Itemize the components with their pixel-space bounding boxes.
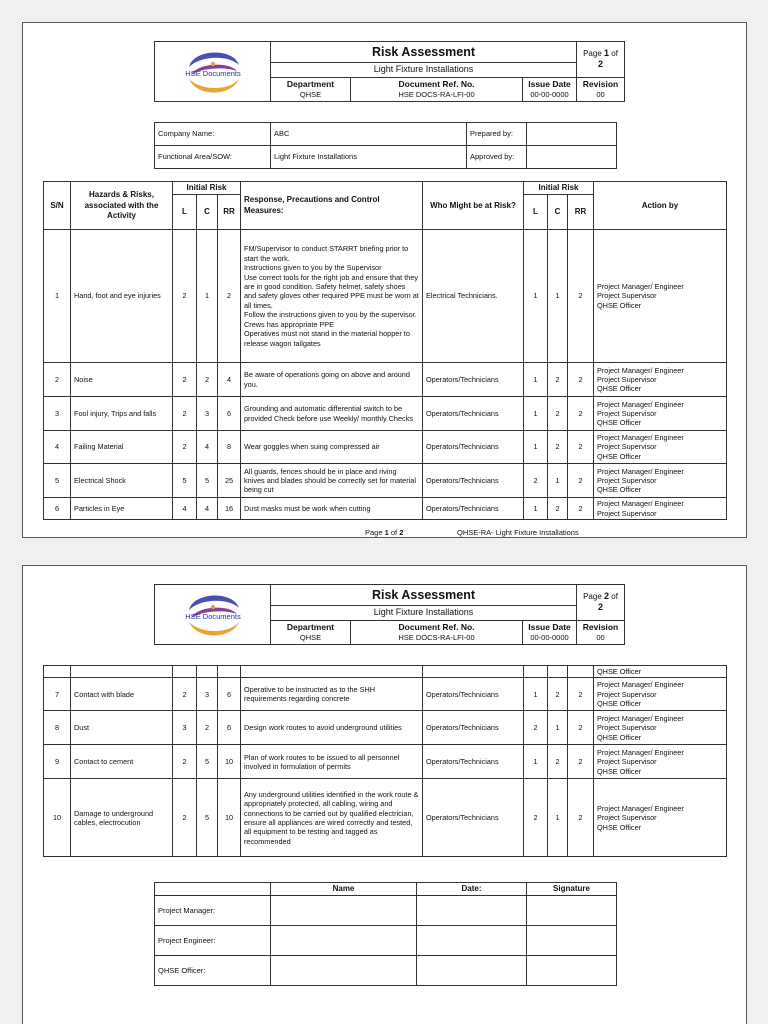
signoff-role: Project Engineer: xyxy=(155,926,271,956)
signoff-name-cell xyxy=(271,956,417,986)
row-initial-l: 3 xyxy=(173,711,197,745)
row-action-line: Project Supervisor xyxy=(597,475,657,485)
row-residual-rr: 2 xyxy=(568,678,594,711)
signoff-name-cell xyxy=(271,896,417,926)
svg-text:HSE Documents: HSE Documents xyxy=(184,69,241,79)
row-action xyxy=(594,779,727,857)
col-initial-risk: Initial Risk xyxy=(173,182,241,195)
col-rr-residual: RR xyxy=(568,195,594,230)
company-label: Company Name: xyxy=(155,123,271,146)
row-action-line: QHSE Officer xyxy=(597,300,642,310)
row-action xyxy=(594,464,727,498)
row-action-line: QHSE Officer xyxy=(597,766,642,776)
col-action: Action by xyxy=(594,182,727,230)
row-residual-l: 1 xyxy=(524,431,548,464)
row-initial-rr: 6 xyxy=(218,711,241,745)
row-sn: 6 xyxy=(44,498,71,520)
docref-cell: Document Ref. No. HSE DOCS-RA-LFI-00 xyxy=(351,77,523,101)
signoff-signature-header: Signature xyxy=(527,883,617,896)
row-residual-c: 2 xyxy=(548,678,568,711)
row-who: Operators/Technicians xyxy=(423,678,524,711)
issue-date-cell: Issue Date 00-00-0000 xyxy=(523,620,577,644)
signoff-table xyxy=(154,882,617,986)
table-row xyxy=(44,464,727,498)
table-row xyxy=(44,431,727,464)
row-who: Operators/Technicians xyxy=(423,498,524,520)
logo-cell xyxy=(155,42,271,102)
row-residual-c: 2 xyxy=(548,397,568,431)
row-residual-l: 1 xyxy=(524,397,548,431)
row-initial-c: 2 xyxy=(197,363,218,397)
prepared-value xyxy=(527,123,617,146)
row-action-line: QHSE Officer xyxy=(597,485,642,495)
row-action-line: Project Manager/ Engineer xyxy=(597,399,684,409)
page-indicator: Page 2 of 2 xyxy=(577,585,625,621)
col-c: C xyxy=(197,195,218,230)
doc-subtitle: Light Fixture Installations xyxy=(271,606,577,621)
signoff-rows xyxy=(155,896,617,986)
risk-rows-page2 xyxy=(44,678,727,857)
row-action xyxy=(594,431,727,464)
row-sn: 3 xyxy=(44,397,71,431)
issue-date-cell: Issue Date 00-00-0000 xyxy=(523,77,577,101)
risk-table-page1 xyxy=(43,181,727,520)
row-action xyxy=(594,745,727,779)
col-who: Who Might be at Risk? xyxy=(423,182,524,230)
row-residual-l: 2 xyxy=(524,779,548,857)
carry-over-row xyxy=(44,666,727,678)
row-residual-rr: 2 xyxy=(568,711,594,745)
row-action-line: Project Manager/ Engineer xyxy=(597,466,684,476)
row-action-line: Project Supervisor xyxy=(597,689,657,699)
row-measures xyxy=(241,397,423,431)
table-row xyxy=(44,711,727,745)
row-sn: 10 xyxy=(44,779,71,857)
signoff-role: QHSE Officer: xyxy=(155,956,271,986)
signoff-role: Project Manager: xyxy=(155,896,271,926)
col-measures: Response, Precautions and Control Measures: xyxy=(241,182,423,230)
table-row xyxy=(44,678,727,711)
document-page-2 xyxy=(22,565,747,1024)
row-action-line: QHSE Officer xyxy=(597,384,642,394)
row-initial-c: 2 xyxy=(197,711,218,745)
row-action-line: Project Manager/ Engineer xyxy=(597,499,684,509)
row-action-line: Project Manager/ Engineer xyxy=(597,365,684,375)
col-c-residual: C xyxy=(548,195,568,230)
row-hazard: Damage to underground cables, electrocution xyxy=(71,779,173,857)
row-action-line: Project Supervisor xyxy=(597,508,657,518)
row-measures-line: Wear goggles when suing compressed air xyxy=(244,442,380,452)
row-hazard: Failing Material xyxy=(71,431,173,464)
approved-label: Approved by: xyxy=(467,146,527,169)
signoff-date-cell xyxy=(417,956,527,986)
signoff-signature-cell xyxy=(527,896,617,926)
row-action-line: Project Supervisor xyxy=(597,723,657,733)
signoff-date-cell xyxy=(417,896,527,926)
row-action xyxy=(594,230,727,363)
row-measures-line: Be aware of operations going on above and around you. xyxy=(244,370,410,389)
signoff-signature-cell xyxy=(527,956,617,986)
row-residual-rr: 2 xyxy=(568,397,594,431)
row-who: Operators/Technicians xyxy=(423,464,524,498)
row-measures-line: Plan of work routes to be issued to all personnel involved in formulation of permits xyxy=(244,752,400,771)
row-initial-l: 2 xyxy=(173,678,197,711)
docref-cell: Document Ref. No. HSE DOCS-RA-LFI-00 xyxy=(351,620,523,644)
doc-header xyxy=(154,41,625,102)
row-initial-l: 2 xyxy=(173,431,197,464)
row-measures xyxy=(241,711,423,745)
row-initial-c: 3 xyxy=(197,397,218,431)
row-measures-line: Operatives must not stand in the material hopper to release wagon tailgates xyxy=(244,329,410,348)
row-action-line: Project Manager/ Engineer xyxy=(597,747,684,757)
row-residual-rr: 2 xyxy=(568,431,594,464)
row-action-line: Project Manager/ Engineer xyxy=(597,680,684,690)
table-row xyxy=(44,745,727,779)
row-who: Operators/Technicians xyxy=(423,397,524,431)
row-who: Operators/Technicians xyxy=(423,745,524,779)
row-measures xyxy=(241,431,423,464)
department-cell: Department QHSE xyxy=(271,77,351,101)
row-initial-c: 5 xyxy=(197,464,218,498)
col-hazards: Hazards & Risks, associated with the Activity xyxy=(71,182,173,230)
row-action-line: Project Manager/ Engineer xyxy=(597,282,684,291)
row-residual-rr: 2 xyxy=(568,230,594,363)
row-initial-rr: 10 xyxy=(218,779,241,857)
table-row xyxy=(44,779,727,857)
row-hazard: Noise xyxy=(71,363,173,397)
carry-over-action: QHSE Officer xyxy=(594,666,727,678)
info-table xyxy=(154,122,617,169)
row-initial-rr: 4 xyxy=(218,363,241,397)
row-measures xyxy=(241,779,423,857)
row-initial-c: 3 xyxy=(197,678,218,711)
row-residual-rr: 2 xyxy=(568,745,594,779)
functional-value: Light Fixture Installations xyxy=(271,146,467,169)
company-value: ABC xyxy=(271,123,467,146)
row-initial-rr: 6 xyxy=(218,397,241,431)
row-initial-rr: 16 xyxy=(218,498,241,520)
row-hazard: Fool injury, Trips and falls xyxy=(71,397,173,431)
row-measures xyxy=(241,363,423,397)
row-residual-c: 2 xyxy=(548,498,568,520)
signoff-signature-cell xyxy=(527,926,617,956)
row-action-line: Project Supervisor xyxy=(597,291,657,301)
page-footer: Page 1 of 2 xyxy=(365,528,404,537)
table-row xyxy=(44,363,727,397)
row-sn: 5 xyxy=(44,464,71,498)
doc-subtitle: Light Fixture Installations xyxy=(271,63,577,78)
row-residual-c: 2 xyxy=(548,745,568,779)
row-hazard: Particles in Eye xyxy=(71,498,173,520)
signoff-blank-header xyxy=(155,883,271,896)
approved-value xyxy=(527,146,617,169)
row-who: Operators/Technicians xyxy=(423,431,524,464)
risk-rows-page1 xyxy=(44,230,727,520)
row-action-line: Project Supervisor xyxy=(597,813,657,823)
row-measures-line: FM/Supervisor to conduct STARRT briefing prior to start the work. xyxy=(244,244,409,263)
row-measures-line: All guards, fences should be in place and riving knives and blades should be correctly set for material being cut xyxy=(244,466,416,495)
row-action-line: QHSE Officer xyxy=(597,418,642,428)
row-measures-line: Grounding and automatic differential switch to be provided Check before use Weekly/ monthly Checks xyxy=(244,404,413,423)
row-measures xyxy=(241,498,423,520)
signoff-name-header: Name xyxy=(271,883,417,896)
row-measures xyxy=(241,230,423,363)
row-initial-rr: 10 xyxy=(218,745,241,779)
doc-title: Risk Assessment xyxy=(271,42,577,63)
signoff-date-cell xyxy=(417,926,527,956)
row-initial-l: 2 xyxy=(173,230,197,363)
row-action-line: Project Supervisor xyxy=(597,442,657,452)
row-action-line: Project Manager/ Engineer xyxy=(597,803,684,813)
row-measures-line: Follow the instructions given to you by the supervisor. xyxy=(244,310,417,320)
row-action xyxy=(594,678,727,711)
row-hazard: Dust xyxy=(71,711,173,745)
row-sn: 9 xyxy=(44,745,71,779)
row-initial-c: 5 xyxy=(197,745,218,779)
row-measures xyxy=(241,464,423,498)
row-measures-line: Instructions given to you by the Supervisor xyxy=(244,263,382,273)
row-action xyxy=(594,711,727,745)
row-residual-c: 1 xyxy=(548,464,568,498)
logo-cell xyxy=(155,585,271,645)
row-measures xyxy=(241,678,423,711)
row-residual-c: 1 xyxy=(548,711,568,745)
signoff-name-cell xyxy=(271,926,417,956)
row-hazard: Electrical Shock xyxy=(71,464,173,498)
row-initial-rr: 8 xyxy=(218,431,241,464)
row-measures-line: Any underground utilities identified in the work route & appropriately protected, all cabling, wiring and connections to be carried out by qualified electrician, ensure all appliances are wired correctly and tested, all equipment to be testing and tagged as recommended xyxy=(244,789,419,846)
row-residual-l: 1 xyxy=(524,230,548,363)
row-residual-l: 2 xyxy=(524,464,548,498)
row-who: Operators/Technicians xyxy=(423,711,524,745)
row-sn: 7 xyxy=(44,678,71,711)
row-action-line: Project Supervisor xyxy=(597,374,657,384)
row-measures-line: Use correct tools for the right job and ensure that they are in good condition. Safety helmet, safety shoes and safety gloves other required PPE must be worn at all times. xyxy=(244,272,419,310)
row-hazard: Contact with blade xyxy=(71,678,173,711)
row-measures-line: Crews has appropriate PPE xyxy=(244,319,335,329)
footer-doc-label: QHSE-RA- Light Fixture Installations xyxy=(457,528,579,537)
row-initial-rr: 6 xyxy=(218,678,241,711)
row-residual-rr: 2 xyxy=(568,498,594,520)
signoff-row xyxy=(155,926,617,956)
col-sn: S/N xyxy=(44,182,71,230)
row-residual-c: 2 xyxy=(548,431,568,464)
department-cell: Department QHSE xyxy=(271,620,351,644)
row-sn: 1 xyxy=(44,230,71,363)
row-sn: 2 xyxy=(44,363,71,397)
row-initial-l: 2 xyxy=(173,745,197,779)
row-residual-rr: 2 xyxy=(568,779,594,857)
revision-cell: Revision 00 xyxy=(577,620,625,644)
row-measures-line: Dust masks must be work when cutting xyxy=(244,503,371,513)
row-initial-c: 4 xyxy=(197,431,218,464)
row-initial-l: 2 xyxy=(173,363,197,397)
row-action-line: QHSE Officer xyxy=(597,732,642,742)
row-residual-rr: 2 xyxy=(568,363,594,397)
svg-text:HSE Documents: HSE Documents xyxy=(184,612,241,622)
row-sn: 8 xyxy=(44,711,71,745)
document-page-1 xyxy=(22,22,747,538)
row-measures-line: Operative to be instructed as to the SHH requirements regarding concrete xyxy=(244,685,376,704)
row-hazard: Hand, foot and eye injuries xyxy=(71,230,173,363)
row-initial-l: 4 xyxy=(173,498,197,520)
row-action-line: Project Manager/ Engineer xyxy=(597,713,684,723)
row-residual-l: 1 xyxy=(524,498,548,520)
row-action-line: Project Manager/ Engineer xyxy=(597,433,684,442)
row-residual-l: 1 xyxy=(524,745,548,779)
functional-label: Functional Area/SOW: xyxy=(155,146,271,169)
table-row xyxy=(44,498,727,520)
row-who: Operators/Technicians xyxy=(423,363,524,397)
row-measures-line: Design work routes to avoid underground utilities xyxy=(244,723,402,733)
col-l-residual: L xyxy=(524,195,548,230)
row-residual-l: 2 xyxy=(524,711,548,745)
row-initial-c: 4 xyxy=(197,498,218,520)
hse-logo xyxy=(155,585,270,644)
row-residual-c: 1 xyxy=(548,779,568,857)
row-initial-l: 2 xyxy=(173,779,197,857)
row-measures xyxy=(241,745,423,779)
row-hazard: Contact to cement xyxy=(71,745,173,779)
signoff-row xyxy=(155,956,617,986)
revision-cell: Revision 00 xyxy=(577,77,625,101)
row-action-line: Project Supervisor xyxy=(597,408,657,418)
row-residual-rr: 2 xyxy=(568,464,594,498)
page-indicator: Page 1 of 2 xyxy=(577,42,625,78)
row-initial-c: 1 xyxy=(197,230,218,363)
row-residual-c: 2 xyxy=(548,363,568,397)
row-action xyxy=(594,498,727,520)
row-sn: 4 xyxy=(44,431,71,464)
row-action-line: QHSE Officer xyxy=(597,699,642,709)
row-who: Electrical Technicians. xyxy=(423,230,524,363)
row-action xyxy=(594,363,727,397)
doc-title: Risk Assessment xyxy=(271,585,577,606)
prepared-label: Prepared by: xyxy=(467,123,527,146)
table-row xyxy=(44,397,727,431)
doc-header-page2 xyxy=(154,584,625,645)
row-initial-c: 5 xyxy=(197,779,218,857)
row-who: Operators/Technicians xyxy=(423,779,524,857)
row-initial-l: 5 xyxy=(173,464,197,498)
row-action-line: QHSE Officer xyxy=(597,822,642,832)
col-residual-risk: Initial Risk xyxy=(524,182,594,195)
hse-logo xyxy=(155,42,270,101)
row-action xyxy=(594,397,727,431)
col-rr: RR xyxy=(218,195,241,230)
row-initial-rr: 25 xyxy=(218,464,241,498)
signoff-date-header: Date: xyxy=(417,883,527,896)
row-initial-rr: 2 xyxy=(218,230,241,363)
risk-table-page2 xyxy=(43,665,727,857)
row-residual-l: 1 xyxy=(524,678,548,711)
row-initial-l: 2 xyxy=(173,397,197,431)
table-row xyxy=(44,230,727,363)
row-action-line: Project Supervisor xyxy=(597,757,657,767)
signoff-row xyxy=(155,896,617,926)
col-l: L xyxy=(173,195,197,230)
row-residual-c: 1 xyxy=(548,230,568,363)
row-residual-l: 1 xyxy=(524,363,548,397)
row-action-line: QHSE Officer xyxy=(597,451,642,461)
